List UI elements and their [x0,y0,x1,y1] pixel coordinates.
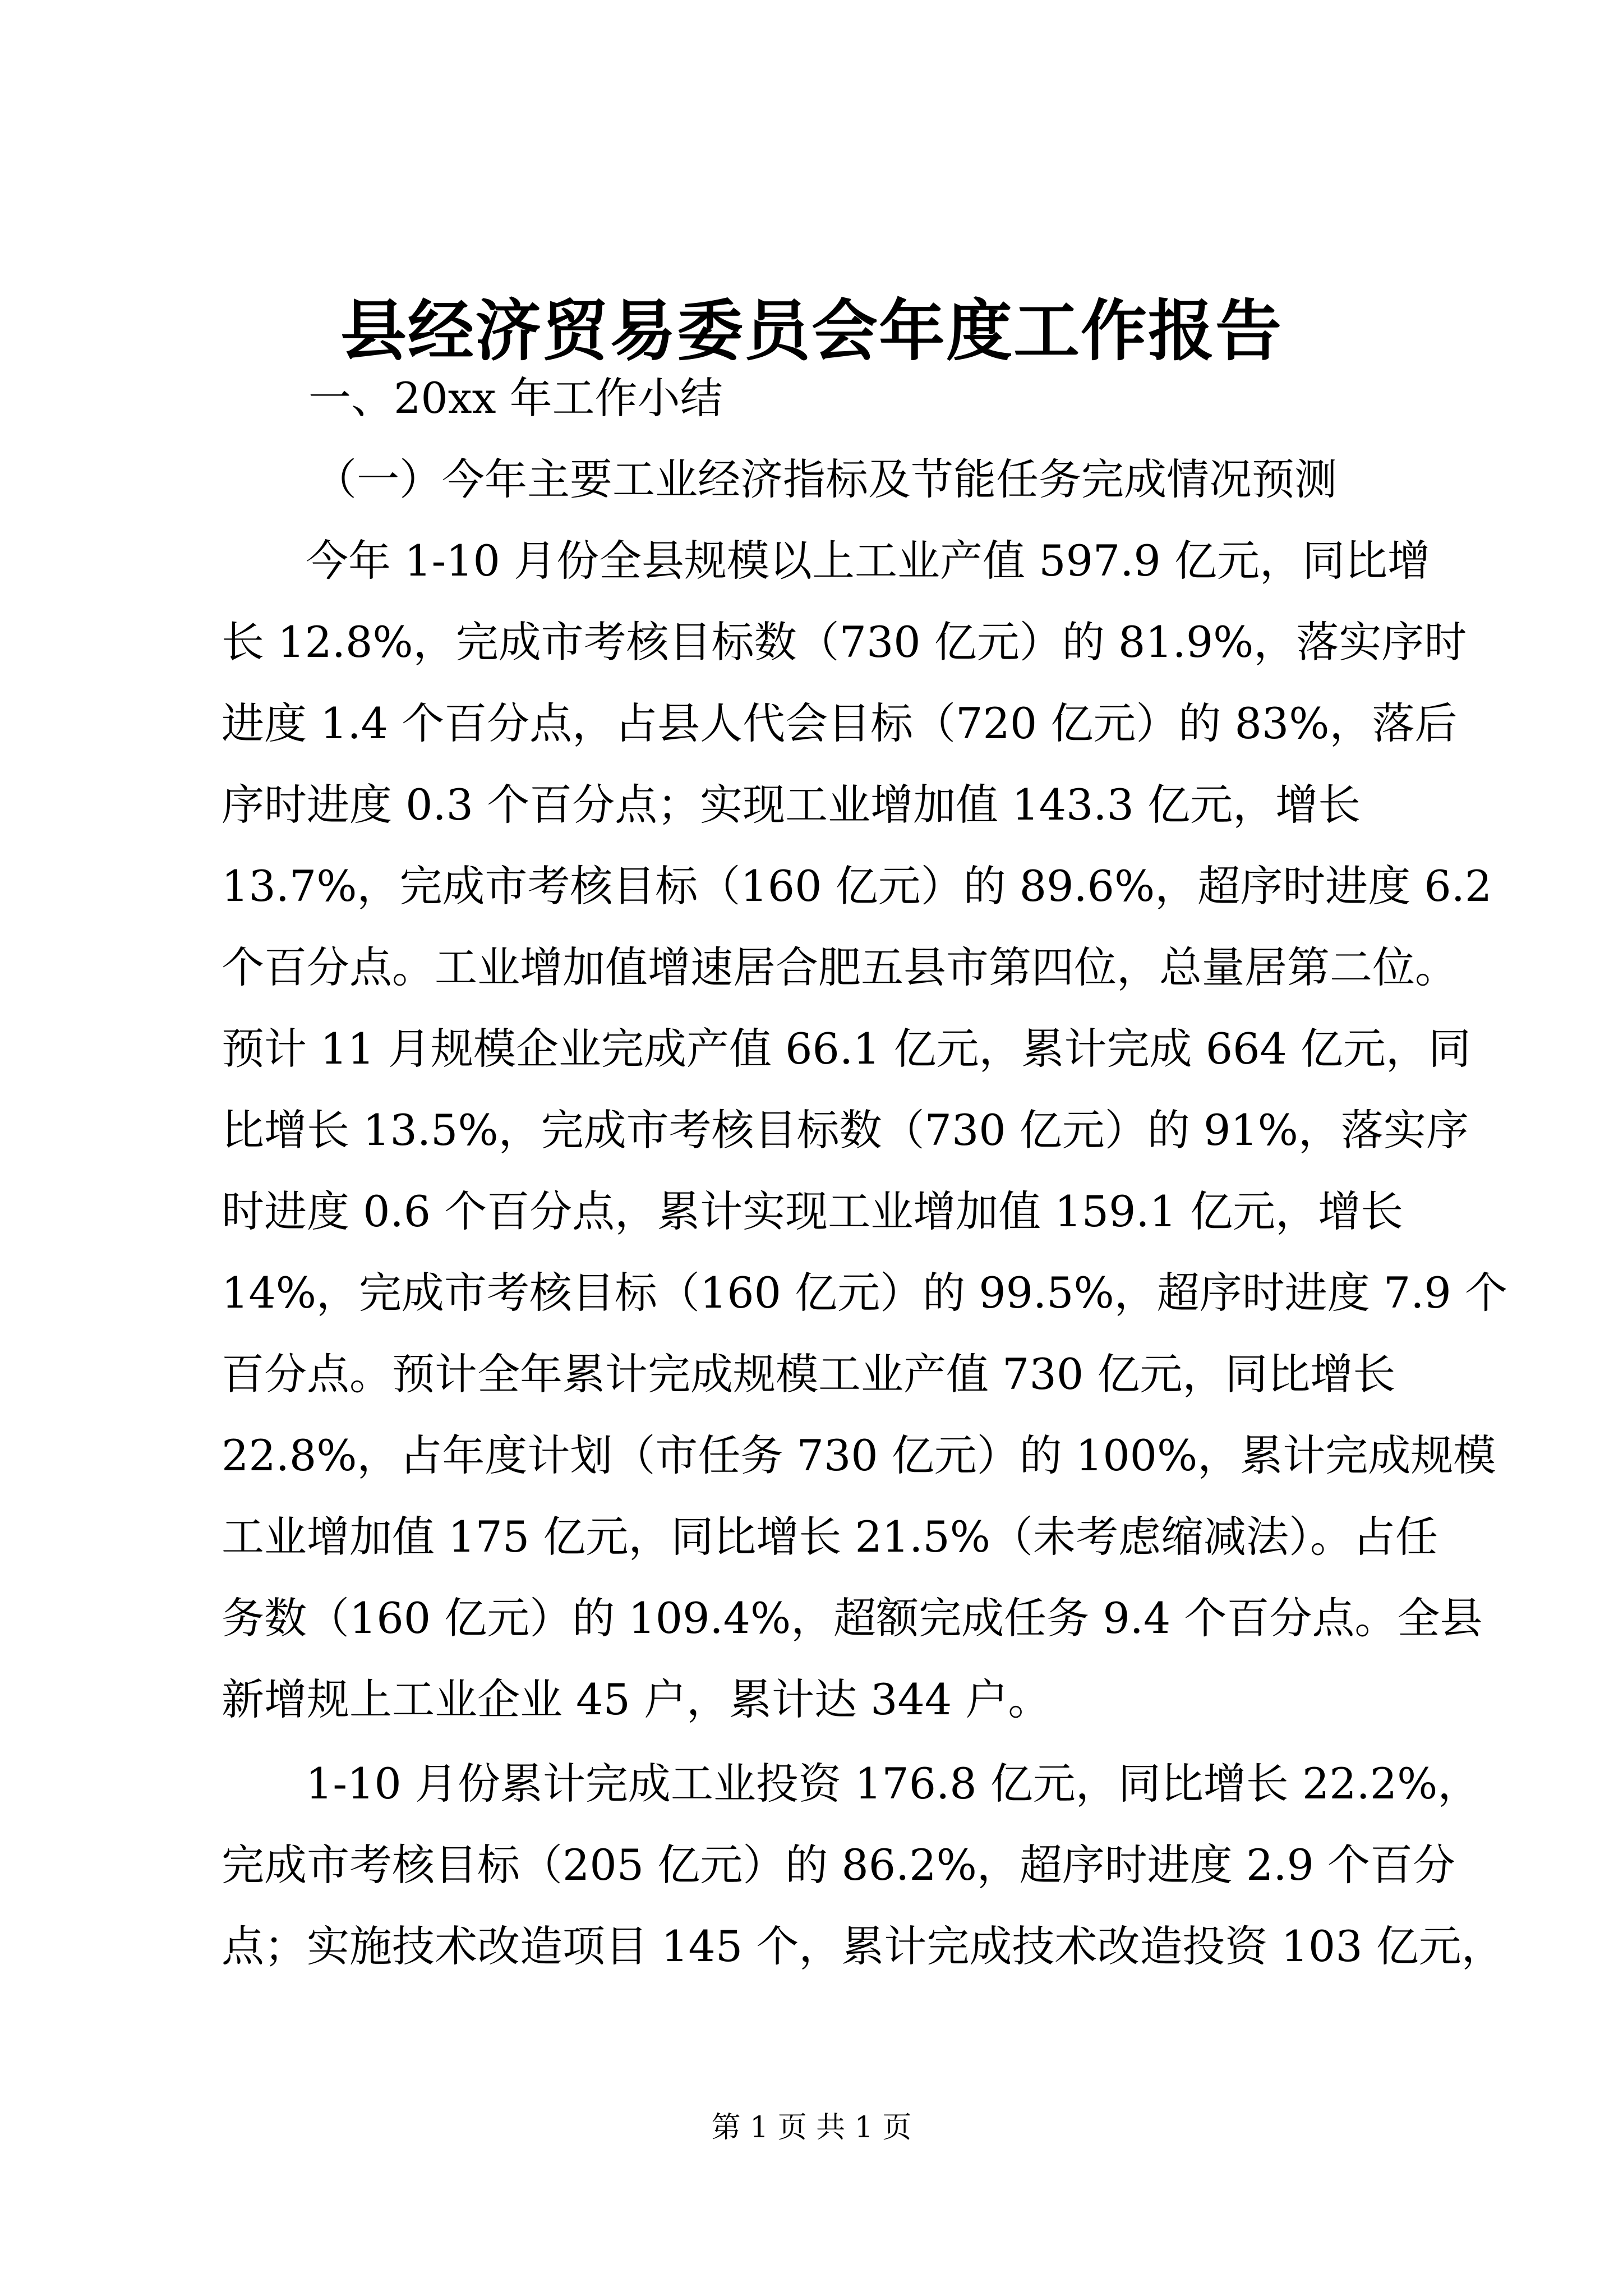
paragraph-line: 今年 1-10 月份全县规模以上工业产值 597.9 亿元，同比增 [306,536,1430,586]
paragraph-line: 新增规上工业企业 45 户，累计达 344 户。 [222,1674,1051,1724]
paragraph-line: 个百分点。工业增加值增速居合肥五县市第四位，总量居第二位。 [222,942,1458,992]
paragraph-line: 进度 1.4 个百分点，占县人代会目标（720 亿元）的 83%，落后 [222,698,1458,748]
paragraph-line: 百分点。预计全年累计完成规模工业产值 730 亿元，同比增长 [222,1349,1396,1399]
subsection-heading: （一）今年主要工业经济指标及节能任务完成情况预测 [314,454,1337,504]
paragraph-line: 13.7%，完成市考核目标（160 亿元）的 89.6%，超序时进度 6.2 [222,861,1492,911]
paragraph-line: 14%，完成市考核目标（160 亿元）的 99.5%，超序时进度 7.9 个 [222,1268,1507,1318]
paragraph-line: 长 12.8%，完成市考核目标数（730 亿元）的 81.9%，落实序时 [222,617,1467,667]
document-title: 县经济贸易委员会年度工作报告 [340,292,1283,370]
paragraph-line: 序时进度 0.3 个百分点；实现工业增加值 143.3 亿元，增长 [222,780,1361,830]
paragraph-line: 比增长 13.5%，完成市考核目标数（730 亿元）的 91%，落实序 [222,1105,1469,1155]
paragraph-line: 1-10 月份累计完成工业投资 176.8 亿元，同比增长 22.2%， [306,1759,1481,1809]
paragraph-line: 务数（160 亿元）的 109.4%，超额完成任务 9.4 个百分点。全县 [222,1593,1483,1643]
paragraph-line: 工业增加值 175 亿元，同比增长 21.5%（未考虑缩减法）。占任 [222,1512,1438,1562]
paragraph-line: 完成市考核目标（205 亿元）的 86.2%，超序时进度 2.9 个百分 [222,1840,1455,1890]
paragraph-line: 点；实施技术改造项目 145 个，累计完成技术改造投资 103 亿元， [222,1921,1504,1971]
section-heading: 一、20xx 年工作小结 [308,373,723,423]
paragraph-line: 22.8%，占年度计划（市任务 730 亿元）的 100%，累计完成规模 [222,1430,1496,1480]
paragraph-line: 预计 11 月规模企业完成产值 66.1 亿元，累计完成 664 亿元，同 [222,1024,1471,1074]
page-footer: 第 1 页 共 1 页 [711,2111,912,2145]
paragraph-line: 时进度 0.6 个百分点，累计实现工业增加值 159.1 亿元，增长 [222,1186,1404,1236]
